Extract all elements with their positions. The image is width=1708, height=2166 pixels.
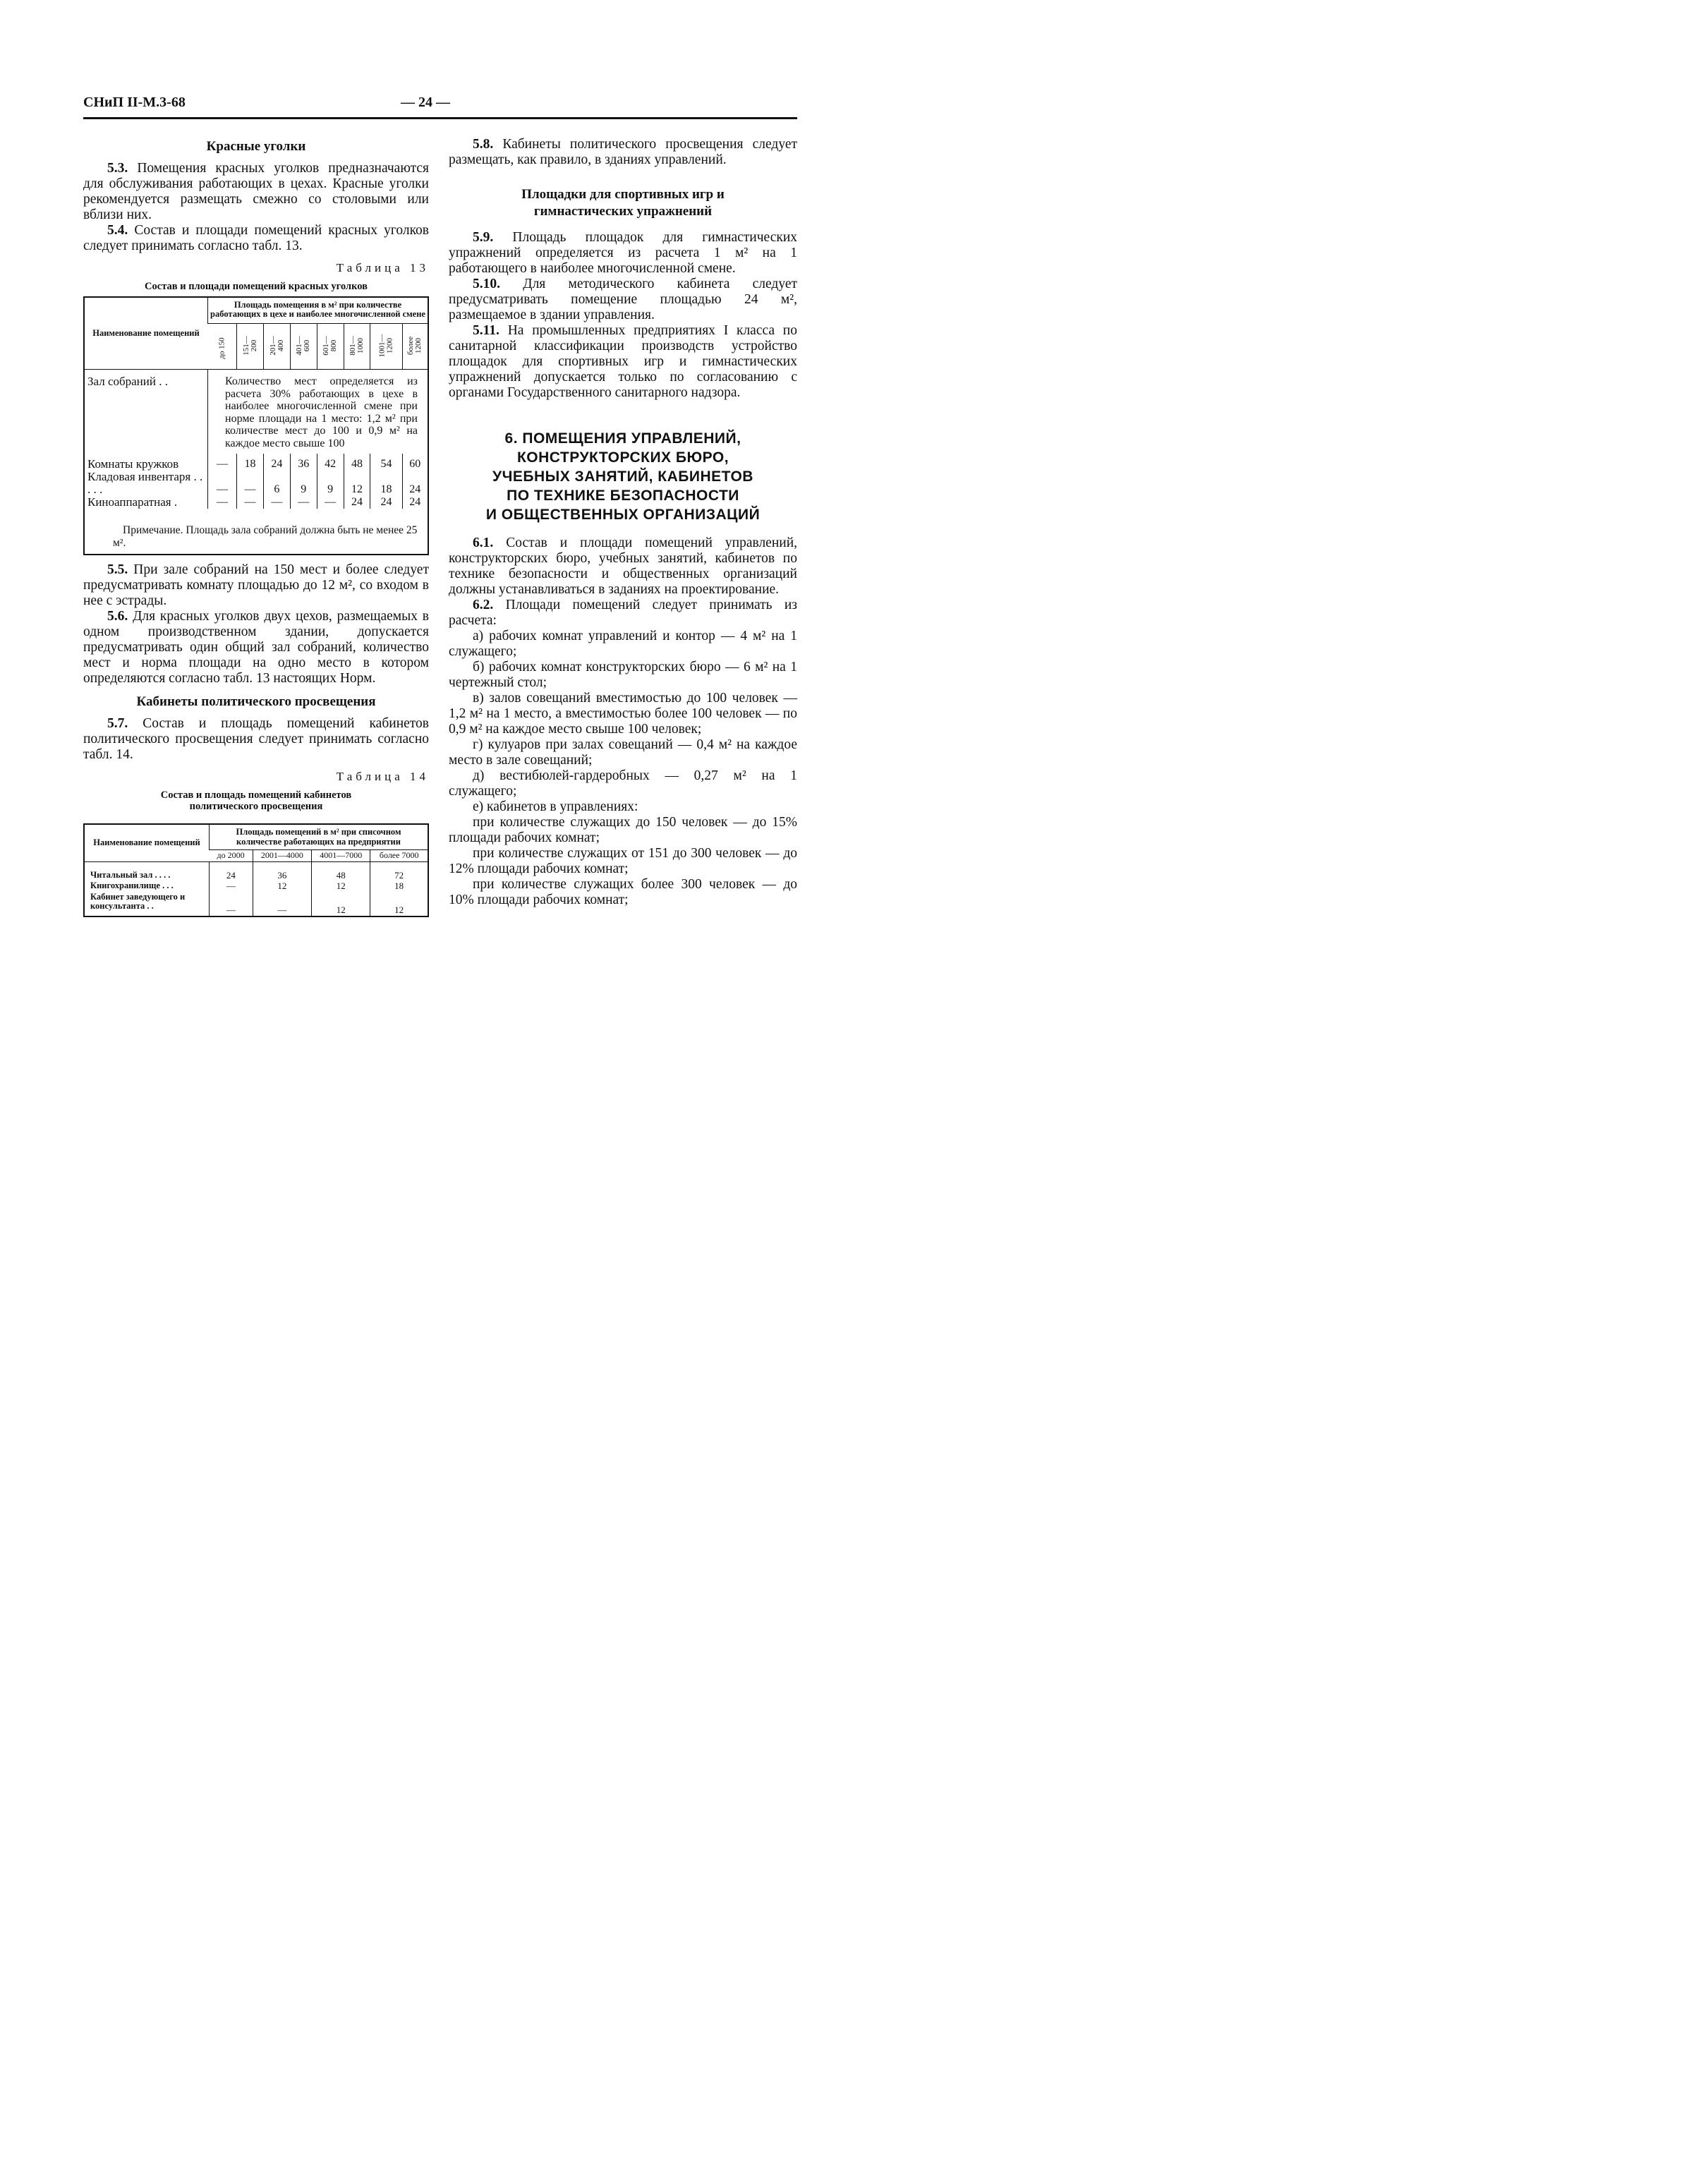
cell-value: 24 [402,496,428,509]
cell-value: 54 [370,454,402,471]
cell-value: — [208,471,237,496]
clause-number: 5.10. [473,277,500,291]
paragraph-5-9 [449,230,797,277]
cell-value: 18 [370,471,402,496]
paragraph-text: Площадь площадок для гимнастических упражнений определяется из расчета 1 м² на 1 работающего в наиболее многочисленной смене. [449,230,798,276]
clause-number: 6.2. [473,598,494,612]
table-14 [83,823,429,917]
paragraph-6-1 [449,536,797,598]
cell-value: 12 [344,471,370,496]
cell-value: 72 [370,861,428,881]
row-name: Киноаппаратная . [87,495,178,509]
range-header: 2001—4000 [253,850,311,862]
list-item: г) кулуаров при залах совещаний — 0,4 м² на каждое место в зале совещаний; [449,737,797,768]
cell-value: — [208,496,237,509]
cell-value: 48 [312,861,370,881]
chapter-heading-line: ПО ТЕХНИКЕ БЕЗОПАСНОСТИ [507,488,739,504]
column-header-name: Наименование помещений [84,297,208,370]
left-column [83,134,429,917]
range-header: более 7000 [370,850,428,862]
paragraph-5-6 [83,609,429,686]
table-row [84,861,428,881]
section-heading-red-corners: Красные уголки [206,139,306,154]
list-item: при количестве служащих более 300 человек — до 10% площади рабочих комнат; [449,877,797,907]
chapter-heading-line: УЧЕБНЫХ ЗАНЯТИЙ, КАБИНЕТОВ [492,468,753,485]
paragraph-5-7 [83,716,429,763]
table-13-title: Состав и площади помещений красных уголков [145,281,368,292]
table-row [84,496,428,509]
table-13 [83,296,429,555]
column-header-area: Площадь помещения в м² при количестве работающих в цехе и наиболее многочисленной смене [208,297,429,324]
cell-value: 24 [402,471,428,496]
clause-number: 5.4. [107,223,128,238]
table-note: Примечание. Площадь зала собраний должна быть не менее 25 м². [113,524,418,549]
paragraph-5-4 [83,223,429,254]
table-row [84,454,428,471]
cell-value: 9 [290,471,317,496]
list-item: в) залов совещаний вместимостью до 100 человек — 1,2 м² на 1 место, а вместимостью более 100 человек — по 0,9 м² на каждое место свыше 100 человек; [449,691,797,737]
cell-value: 6 [263,471,290,496]
cell-value: 12 [312,881,370,892]
range-header: до 2000 [210,850,253,862]
row-name: Читальный зал . . . . [90,869,171,880]
header-rule [83,117,797,119]
cell-value: 48 [344,454,370,471]
list-item: б) рабочих комнат конструкторских бюро — 6 м² на 1 чертежный стол; [449,660,797,690]
paragraph-5-3 [83,161,429,223]
row-name: Кладовая инвентаря . . . . . [87,470,203,496]
paragraph-5-11 [449,323,797,401]
range-header: 801— 1000 [344,324,370,370]
table-row [84,370,428,454]
range-header: 1001— 1200 [370,324,402,370]
range-header: 151— 200 [237,324,264,370]
clause-number: 5.8. [473,137,494,152]
range-header: 401— 600 [290,324,317,370]
row-name: Комнаты кружков [87,457,179,471]
range-header: 201— 400 [263,324,290,370]
range-header: до 150 [208,324,237,370]
cell-value: 36 [290,454,317,471]
merged-cell-text: Количество мест определяется из расчета 30% работающих в цехе в наиболее многочисленной смене при норме площади на 1 место: 1,2 м² при количестве мест до 100 и 0,9 м² на каждое место свыше 100 [208,370,429,454]
table-14-title: Состав и площадь помещений кабинетов политического просвещения [160,789,352,812]
clause-number: 5.9. [473,230,494,245]
column-header-area: Площадь помещений в м² при списочном количестве работающих на предприятии [210,824,429,850]
cell-value: 12 [312,892,370,916]
paragraph-text: Состав и площади помещений красных уголков следует принимать согласно табл. 13. [83,223,430,253]
cell-value: — [263,496,290,509]
table-14-label: Таблица 14 [336,770,429,783]
cell-value: 12 [253,881,311,892]
section-heading-sport: Площадки для спортивных игр и гимнастических упражнений [521,187,725,219]
paragraph-6-2 [449,598,797,629]
row-name: Зал собраний . . [87,375,168,388]
row-name: Книгохранилище . . . [90,881,174,890]
cell-value: — [210,892,253,916]
cell-value: 24 [263,454,290,471]
paragraph-text: Для красных уголков двух цехов, размещаемых в одном производственном здании, допускается предусматривать один общий зал собраний, количество мест и норма площади на одно место в котором определяются согласно табл. 13 настоящих Норм. [83,609,430,686]
cell-value: 24 [370,496,402,509]
section-heading-political: Кабинеты политического просвещения [136,694,376,709]
cell-value: 24 [210,861,253,881]
paragraph-text: Площади помещений следует принимать из расчета: [449,598,798,628]
paragraph-text: Состав и площадь помещений кабинетов политического просвещения следует принимать согласно табл. 14. [83,716,430,762]
paragraph-text: При зале собраний на 150 мест и более следует предусматривать комнату площадью до 12 м², со входом в нее с эстрады. [83,562,429,608]
list-item: при количестве служащих до 150 человек — до 15% площади рабочих комнат; [449,815,797,845]
chapter-heading-line: КОНСТРУКТОРСКИХ БЮРО, [516,449,729,466]
list-item: при количестве служащих от 151 до 300 человек — до 12% площади рабочих комнат; [449,846,797,876]
cell-value: 60 [402,454,428,471]
cell-value: — [290,496,317,509]
range-header: более 1200 [402,324,428,370]
cell-value: 42 [317,454,344,471]
cell-value: — [208,454,237,471]
cell-value: — [237,496,264,509]
cell-value: — [210,881,253,892]
cell-value: 18 [237,454,264,471]
document-code: СНиП II-М.3-68 [83,95,186,110]
clause-number: 5.7. [107,716,128,731]
cell-value: 24 [344,496,370,509]
range-header: 601— 800 [317,324,344,370]
paragraph-text: Для методического кабинета следует предусматривать помещение площадью 24 м², размещаемое в здании управления. [449,277,798,322]
row-name: Кабинет заведующего и консультанта . . [90,891,186,911]
list-item: д) вестибюлей-гардеробных — 0,27 м² на 1 служащего; [449,768,797,799]
cell-value: 18 [370,881,428,892]
cell-value: — [317,496,344,509]
clause-number: 5.5. [107,562,128,577]
clause-number: 5.11. [473,323,499,338]
chapter-heading-line: 6. ПОМЕЩЕНИЯ УПРАВЛЕНИЙ, [504,430,741,447]
cell-value: — [253,892,311,916]
table-row [84,892,428,916]
table-row [84,881,428,892]
paragraph-text: Помещения красных уголков предназначаются для обслуживания работающих в цехах. Красные уголки рекомендуется размещать смежно со столовыми или вблизи них. [83,161,430,222]
list-item: е) кабинетов в управлениях: [473,799,638,814]
right-column [449,137,797,908]
cell-value: 12 [370,892,428,916]
chapter-6-heading [449,429,797,524]
clause-number: 5.3. [107,161,128,176]
paragraph-5-8 [449,137,797,168]
clause-number: 6.1. [473,536,494,550]
paragraph-text: Состав и площади помещений управлений, конструкторских бюро, учебных занятий, кабинетов по технике безопасности и общественных организаций должны устанавливаться в заданиях на проектирование. [449,536,798,597]
cell-value: 36 [253,861,311,881]
chapter-heading-line: И ОБЩЕСТВЕННЫХ ОРГАНИЗАЦИЙ [485,507,761,523]
paragraph-5-10 [449,277,797,323]
column-header-name: Наименование помещений [84,824,210,861]
table-row [84,471,428,496]
paragraph-text: Кабинеты политического просвещения следует размещать, как правило, в зданиях управлений. [449,137,798,167]
cell-value: — [237,471,264,496]
table-13-label: Таблица 13 [336,261,429,274]
list-item: а) рабочих комнат управлений и контор — 4 м² на 1 служащего; [449,629,797,659]
paragraph-5-5 [83,562,429,609]
clause-number: 5.6. [107,609,128,624]
range-header: 4001—7000 [312,850,370,862]
paragraph-text: На промышленных предприятиях I класса по санитарной классификации производств устройство площадок для спортивных игр и гимнастических упражнений допускается только по согласованию с органами Государственного санитарного надзора. [449,323,797,400]
cell-value: 9 [317,471,344,496]
page-number: — 24 — [401,95,450,110]
